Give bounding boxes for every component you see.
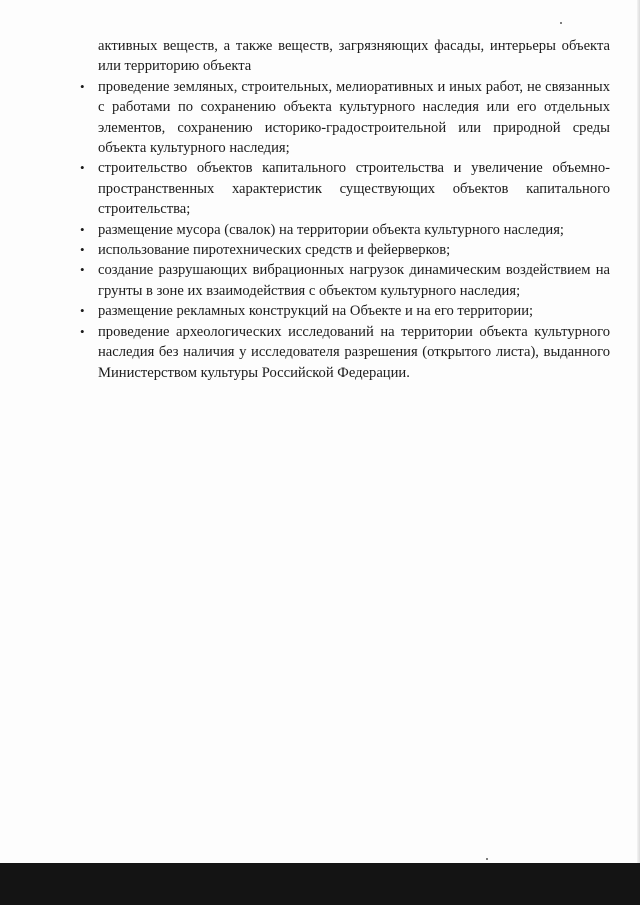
bullet-icon: •: [80, 242, 85, 258]
list-item: [78, 77, 610, 159]
list-item: [78, 260, 610, 301]
list-item-text: проведение земляных, строительных, мелиоративных и иных работ, не связанных с работами по сохранению объекта культурного наследия или его отдельных элементов, сохранению историко-градостроительной или природной среды объекта культурного наследия;: [98, 78, 610, 157]
scan-speck: [486, 858, 488, 860]
restrictions-list: [78, 77, 610, 383]
list-item: [78, 322, 610, 383]
list-item: [78, 240, 610, 260]
list-item-text: создание разрушающих вибрационных нагрузок динамическим воздействием на грунты в зоне их взаимодействия с объектом культурного наследия;: [98, 262, 610, 299]
list-item-text: использование пиротехнических средств и фейерверков;: [98, 242, 451, 259]
list-item-text: размещение рекламных конструкций на Объекте и на его территории;: [98, 303, 534, 320]
scan-speck: [560, 22, 562, 24]
list-item-text: размещение мусора (свалок) на территории объекта культурного наследия;: [98, 221, 564, 238]
bullet-icon: •: [80, 221, 85, 237]
list-item-text: строительство объектов капитального строительства и увеличение объемно-пространственных характеристик существующих объектов капитального строительства;: [98, 160, 610, 218]
document-body: [78, 36, 610, 383]
list-item: [78, 158, 610, 219]
list-item: [78, 220, 610, 240]
list-item-text: проведение археологических исследований на территории объекта культурного наследия без наличия у исследователя разрешения (открытого листа), выданного Министерством культуры Российской Федерации.: [98, 323, 610, 381]
continuation-paragraph: активных веществ, а также веществ, загрязняющих фасады, интерьеры объекта или территорию объекта: [98, 38, 610, 75]
bullet-icon: •: [80, 160, 85, 176]
bullet-icon: •: [80, 78, 85, 94]
bullet-icon: •: [80, 303, 85, 319]
bullet-icon: •: [80, 323, 85, 339]
list-item: [78, 301, 610, 321]
scanner-border: [0, 863, 640, 905]
bullet-icon: •: [80, 262, 85, 278]
